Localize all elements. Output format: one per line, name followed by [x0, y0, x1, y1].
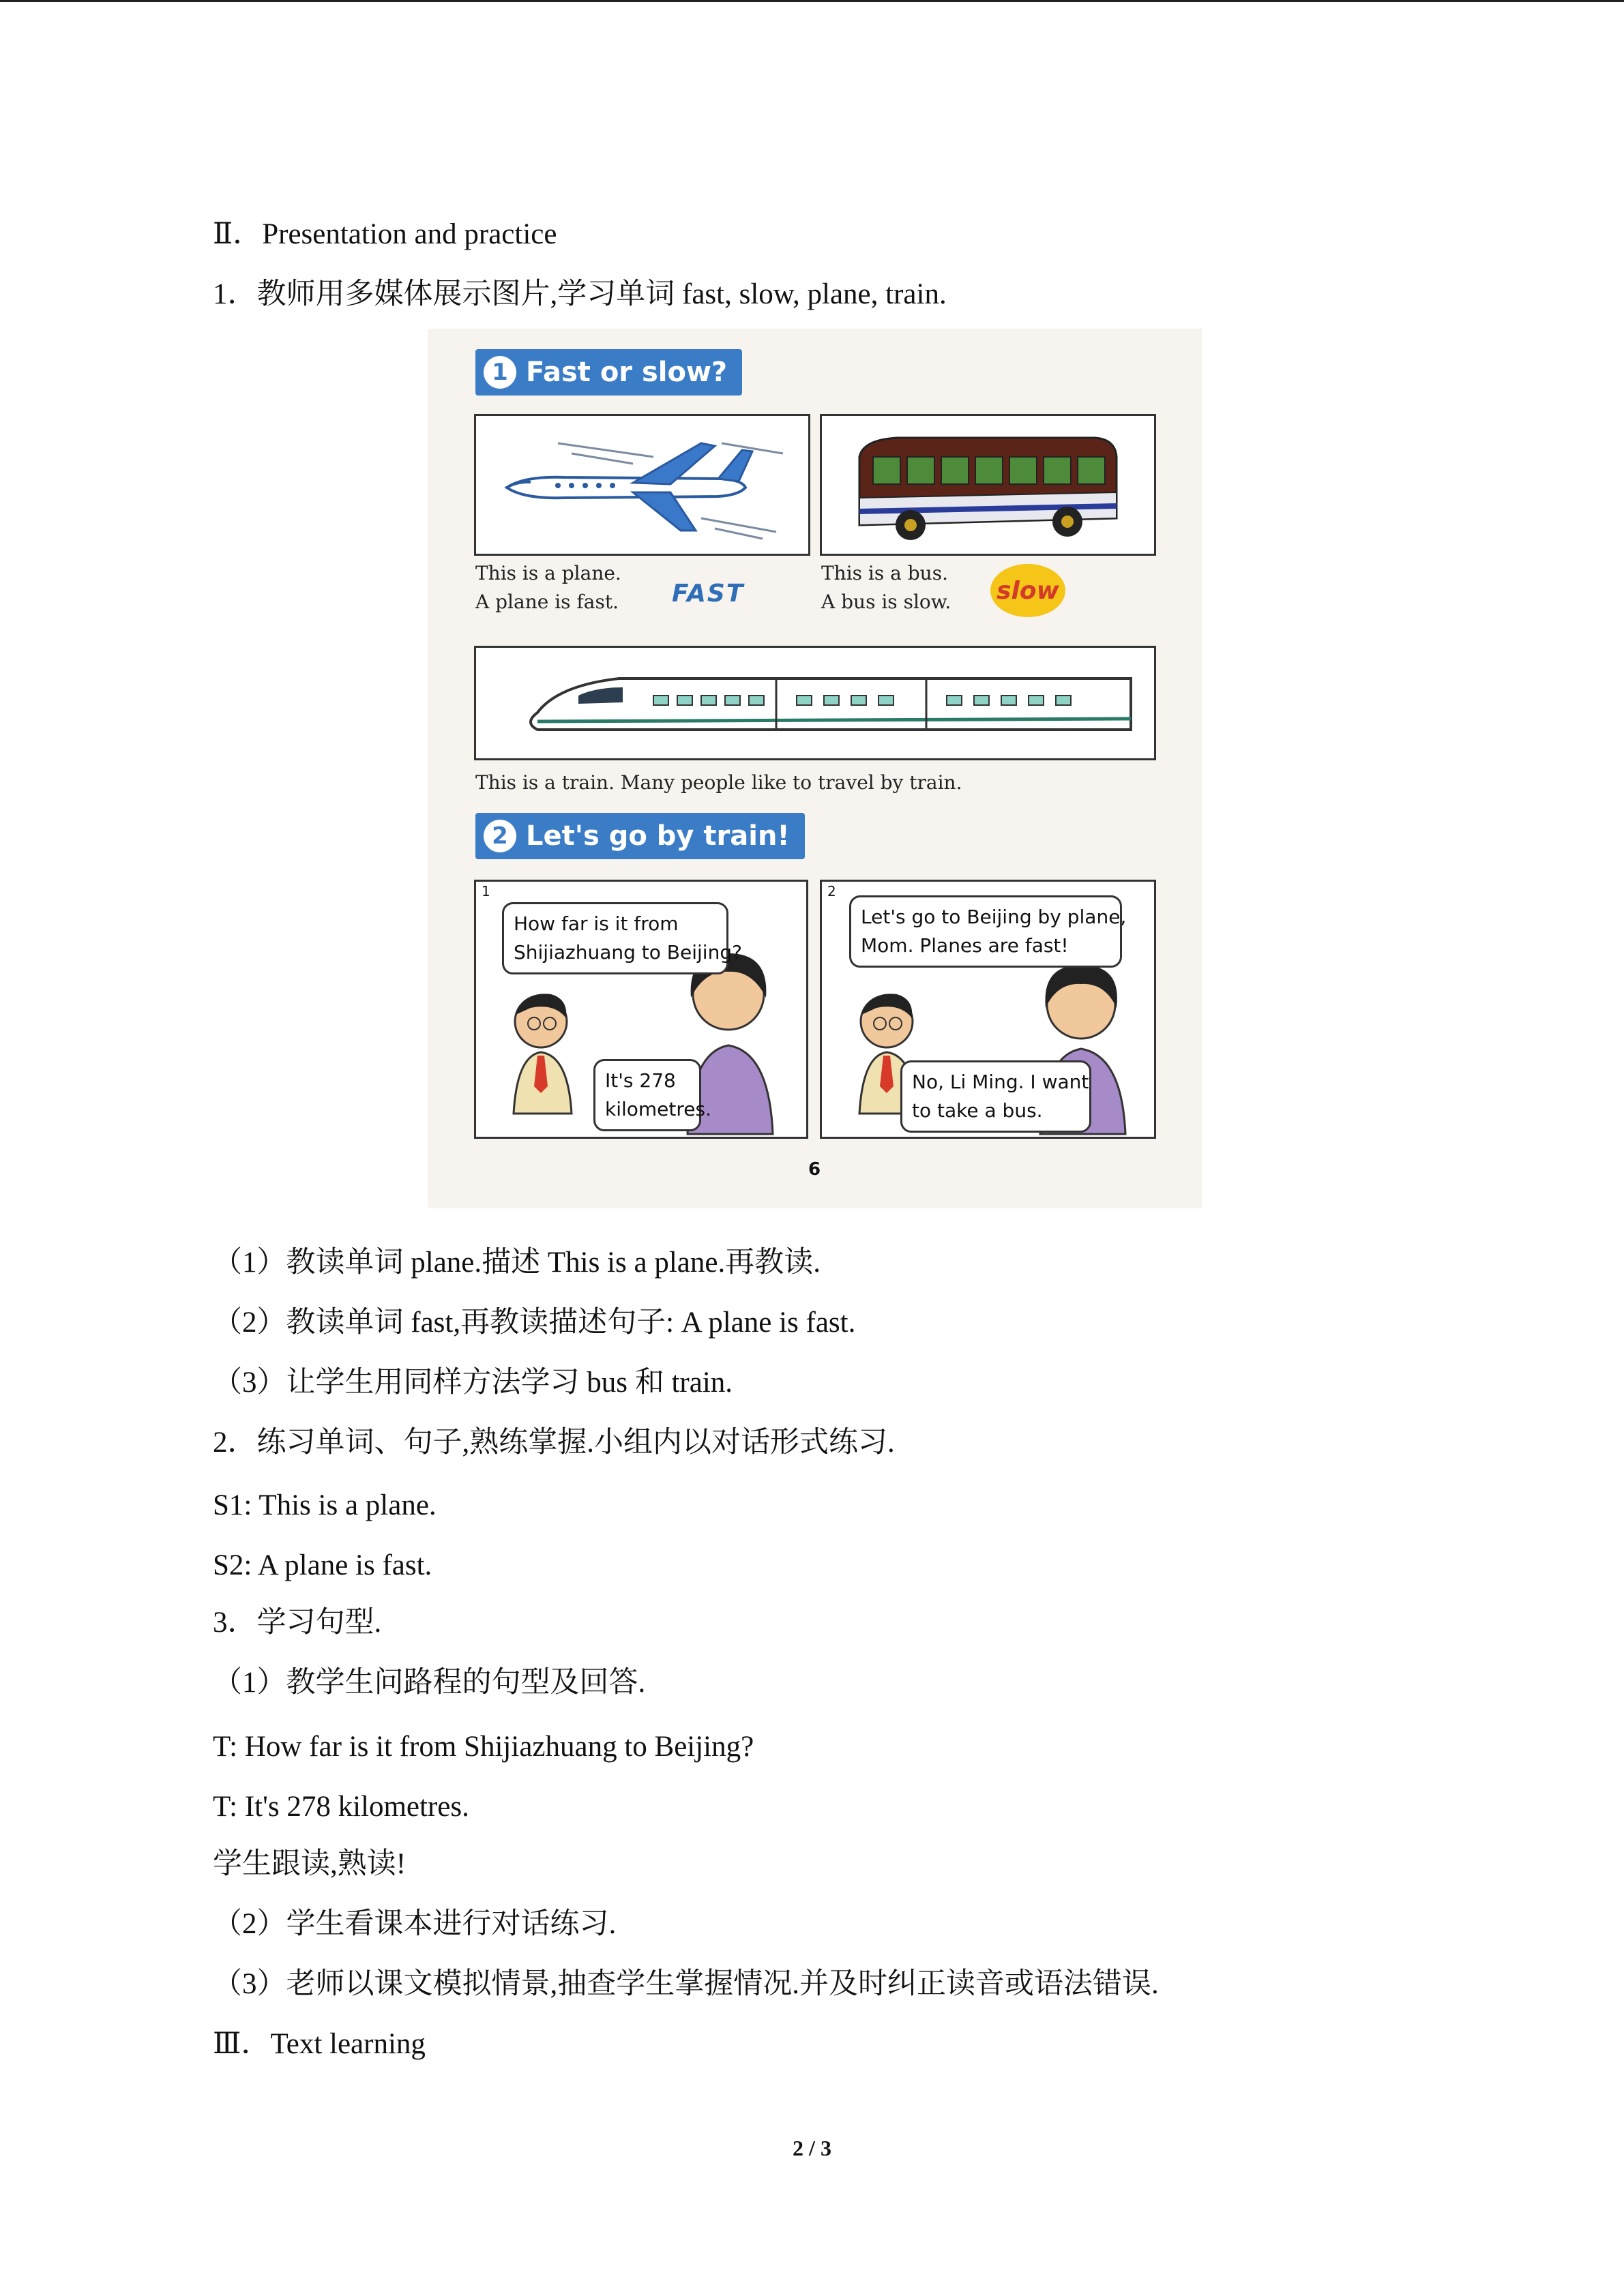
train-caption: This is a train. Many people like to travel by train.: [475, 771, 962, 794]
bubble-3-line-2: Mom. Planes are fast!: [861, 934, 1069, 957]
slow-word-art: slow: [990, 564, 1065, 617]
dialogue-s2: S2: A plane is fast.: [213, 1549, 432, 1581]
plane-caption-line-2: A plane is fast.: [475, 591, 619, 613]
bus-illustration: [822, 416, 1154, 554]
sub-step-3: （3）让学生用同样方法学习 bus 和 train.: [213, 1367, 733, 1399]
bubble-2-line-2: kilometres.: [605, 1098, 711, 1120]
bubble-1-line-1: How far is it from: [514, 912, 679, 935]
fast-word-art: FAST: [672, 580, 745, 608]
part-2-banner: [475, 813, 805, 859]
part-1-banner: [475, 349, 742, 396]
sub-step-1: （1）教读单词 plane.描述 This is a plane.再教读.: [213, 1247, 821, 1279]
textbook-page-number: 6: [808, 1159, 821, 1180]
page-number: 2 / 3: [793, 2136, 831, 2160]
dialogue-panel-2: [820, 880, 1156, 1139]
bus-panel: [820, 414, 1156, 556]
speech-bubble-3: [849, 895, 1127, 968]
bubble-4-line-1: No, Li Ming. I want: [912, 1071, 1089, 1093]
section-3-heading: Ⅲ．Text learning: [213, 2028, 426, 2060]
dialogue-panel-1: [474, 880, 808, 1139]
item-3-sub-1: （1）教学生问路程的句型及回答.: [213, 1667, 646, 1699]
plane-illustration: [476, 416, 808, 554]
bus-caption-line-2: A bus is slow.: [821, 591, 951, 613]
speech-bubble-1: [502, 902, 742, 974]
part-2-title: Let's go by train!: [526, 820, 790, 852]
item-1-text: 1．教师用多媒体展示图片,学习单词 fast, slow, plane, train.: [213, 278, 947, 310]
section-2-heading: Ⅱ．Presentation and practice: [213, 218, 557, 250]
bubble-4-line-2: to take a bus.: [912, 1099, 1043, 1122]
speech-bubble-4: [900, 1060, 1091, 1133]
follow-reading: 学生跟读,熟读!: [213, 1848, 407, 1880]
item-3-sub-3: （3）老师以课文模拟情景,抽查学生掌握情况.并及时纠正读音或语法错误.: [213, 1968, 1159, 2000]
teacher-question: T: How far is it from Shijiazhuang to Beijing?: [213, 1731, 754, 1763]
bus-caption-line-1: This is a bus.: [821, 562, 948, 584]
bubble-2-line-1: It's 278: [605, 1069, 676, 1092]
plane-panel: [474, 414, 810, 556]
item-3-sub-2: （2）学生看课本进行对话练习.: [213, 1908, 617, 1940]
part-2-number: 2: [484, 820, 516, 852]
item-2-text: 2．练习单词、句子,熟练掌握.小组内以对话形式练习.: [213, 1427, 895, 1459]
speech-bubble-2: [593, 1059, 711, 1131]
panel-2-number: 2: [827, 883, 836, 899]
teacher-answer: T: It's 278 kilometres.: [213, 1791, 469, 1823]
train-panel: [474, 646, 1156, 760]
train-illustration: [476, 648, 1154, 758]
panel-1-number: 1: [482, 883, 490, 899]
textbook-figure: [428, 329, 1202, 1208]
part-1-title: Fast or slow?: [526, 357, 728, 388]
item-3-text: 3．学习句型.: [213, 1607, 382, 1639]
part-1-number: 1: [484, 356, 516, 389]
dialogue-s1: S1: This is a plane.: [213, 1489, 437, 1521]
bubble-1-line-2: Shijiazhuang to Beijing?: [514, 941, 742, 964]
plane-caption-line-1: This is a plane.: [475, 562, 621, 584]
bubble-3-line-1: Let's go to Beijing by plane,: [861, 906, 1127, 928]
sub-step-2: （2）教读单词 fast,再教读描述句子: A plane is fast.: [213, 1307, 856, 1339]
top-border: [0, 0, 1624, 2]
